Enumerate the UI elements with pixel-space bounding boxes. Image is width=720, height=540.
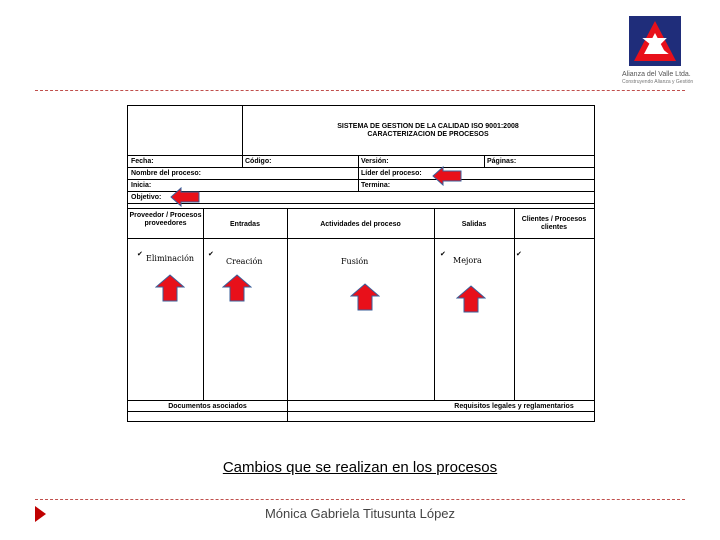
col-salidas: Salidas	[461, 221, 487, 228]
slide-caption: Cambios que se realizan en los procesos	[222, 459, 498, 476]
field-lider-proceso: Líder del proceso:	[361, 170, 422, 177]
logo-name: Alianza del Valle Ltda.	[622, 71, 691, 78]
company-logo	[629, 16, 681, 66]
process-characterization-form	[127, 105, 595, 422]
form-title: SISTEMA DE GESTION DE LA CALIDAD ISO 9001:2008 CARACTERIZACION DE PROCESOS	[337, 123, 519, 138]
row-documentos-asociados: Documentos asociados	[168, 403, 247, 410]
field-objetivo: Objetivo:	[131, 194, 162, 201]
up-arrow-icon	[155, 274, 185, 302]
left-arrow-icon	[432, 166, 462, 186]
logo-subtitle: Construyendo Alianza y Gestión	[622, 79, 694, 85]
field-inicia: Inicia:	[131, 182, 152, 189]
up-arrow-icon	[350, 283, 380, 311]
bottom-divider	[35, 499, 685, 500]
field-codigo: Código:	[245, 158, 272, 165]
checkmark-icon: ✔	[208, 251, 214, 258]
left-arrow-icon	[170, 187, 200, 207]
col-entradas: Entradas	[230, 221, 260, 228]
field-fecha: Fecha:	[131, 158, 154, 165]
field-paginas: Páginas:	[487, 158, 517, 165]
change-fusion: Fusión	[341, 257, 369, 266]
checkmark-icon: ✔	[137, 251, 143, 258]
col-actividades: Actividades del proceso	[320, 221, 401, 228]
change-mejora: Mejora	[453, 256, 482, 265]
up-arrow-icon	[456, 285, 486, 313]
field-termina: Termina:	[361, 182, 391, 189]
checkmark-icon: ✔	[440, 251, 446, 258]
top-divider	[35, 90, 685, 91]
author-name: Mónica Gabriela Titusunta López	[264, 506, 456, 521]
up-arrow-icon	[222, 274, 252, 302]
row-requisitos-legales: Requisitos legales y reglamentarios	[454, 403, 574, 410]
col-clientes: Clientes / Procesos clientes	[521, 216, 587, 231]
change-creacion: Creación	[226, 257, 263, 266]
checkmark-icon: ✔	[516, 251, 522, 258]
field-nombre-proceso: Nombre del proceso:	[131, 170, 202, 177]
change-eliminacion: Eliminación	[146, 254, 195, 263]
field-version: Versión:	[361, 158, 389, 165]
col-proveedor: Proveedor / Procesos proveedores	[129, 212, 202, 227]
